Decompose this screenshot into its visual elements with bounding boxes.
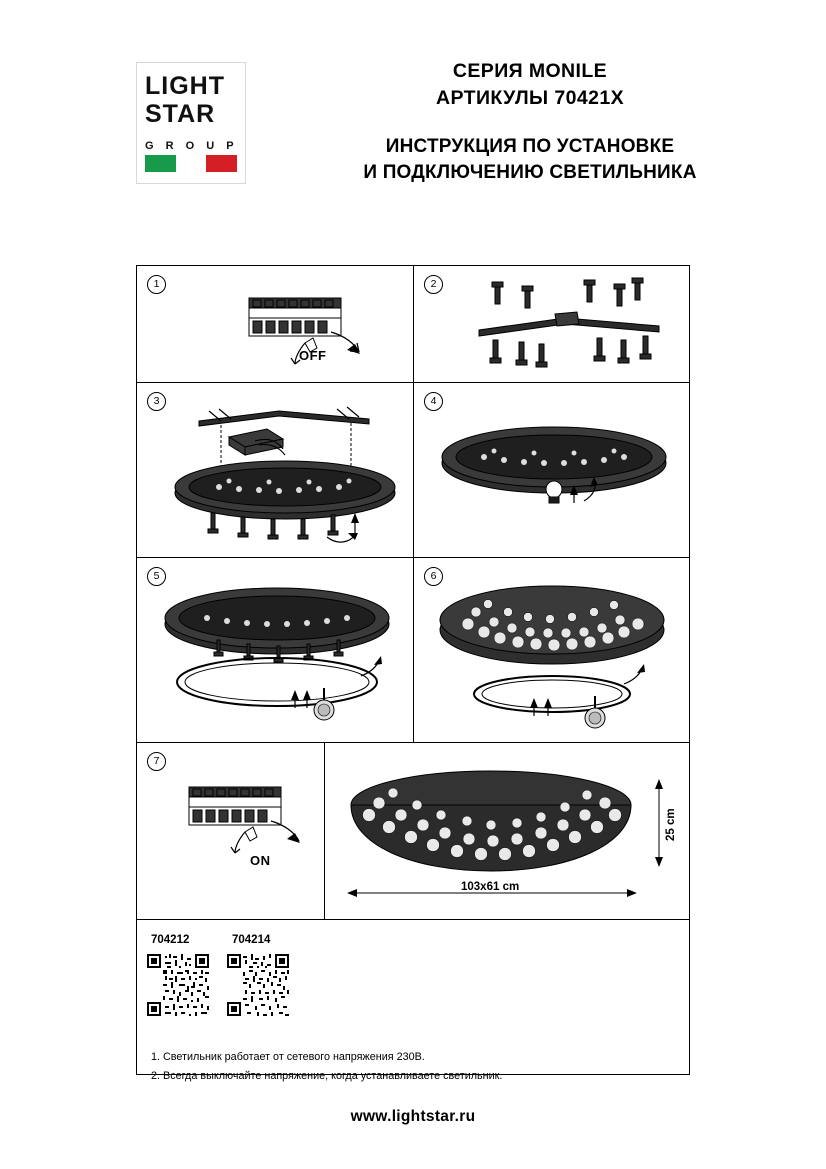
step-number-5: 5 [147, 567, 166, 586]
step-cell-7 [137, 743, 325, 920]
logo-line-3: G R O U P [145, 140, 239, 152]
step-cell-1 [137, 266, 414, 383]
product-code-1: 704212 [151, 934, 190, 946]
instruction-line-2: И ПОДКЛЮЧЕНИЮ СВЕТИЛЬНИКА [363, 162, 697, 183]
step-number-4: 4 [424, 392, 443, 411]
crystal-assembly-illustration [428, 570, 678, 740]
ring-mounting-illustration [155, 576, 405, 736]
logo-line-2: STAR [145, 100, 216, 128]
step-1-label: OFF [299, 348, 327, 363]
step-cell-3 [137, 383, 414, 558]
step-number-3: 3 [147, 392, 166, 411]
breaker-on-illustration [165, 773, 325, 883]
qr-code-704212[interactable] [147, 954, 209, 1016]
codes-and-notes-panel [137, 920, 690, 1082]
header-text-block [260, 58, 800, 186]
page-header [0, 0, 826, 210]
step-number-7: 7 [147, 752, 166, 771]
fixture-base-illustration [434, 415, 674, 535]
step-cell-6 [414, 558, 690, 743]
instruction-grid [136, 265, 690, 1082]
website-url[interactable]: www.lightstar.ru [350, 1108, 476, 1125]
fixture-wiring-illustration [159, 393, 409, 553]
height-dimension-label: 25 cm [665, 808, 677, 841]
logo-line-1: LIGHT [145, 72, 225, 100]
series-title: СЕРИЯ MONILE [452, 60, 608, 82]
company-logo [136, 62, 246, 184]
safety-notes [151, 1048, 502, 1086]
step-cell-2 [414, 266, 690, 383]
safety-note-1: 1. Светильник работает от сетевого напряжения 230В. [151, 1051, 425, 1063]
italy-flag-icon [145, 155, 237, 172]
mounting-bracket-illustration [469, 278, 669, 378]
step-cell-5 [137, 558, 414, 743]
step-number-2: 2 [424, 275, 443, 294]
width-dimension-label: 103x61 cm [461, 881, 520, 893]
step-number-6: 6 [424, 567, 443, 586]
instruction-line-1: ИНСТРУКЦИЯ ПО УСТАНОВКЕ [385, 136, 675, 157]
qr-code-704214[interactable] [227, 954, 289, 1016]
safety-note-2: 2. Всегда выключайте напряжение, когда устанавливаете светильник. [151, 1070, 503, 1082]
step-7-label: ON [250, 853, 271, 868]
step-number-1: 1 [147, 275, 166, 294]
step-cell-4 [414, 383, 690, 558]
dimensions-cell [325, 743, 690, 920]
product-code-2: 704214 [232, 934, 271, 946]
article-title: АРТИКУЛЫ 70421X [436, 87, 624, 109]
